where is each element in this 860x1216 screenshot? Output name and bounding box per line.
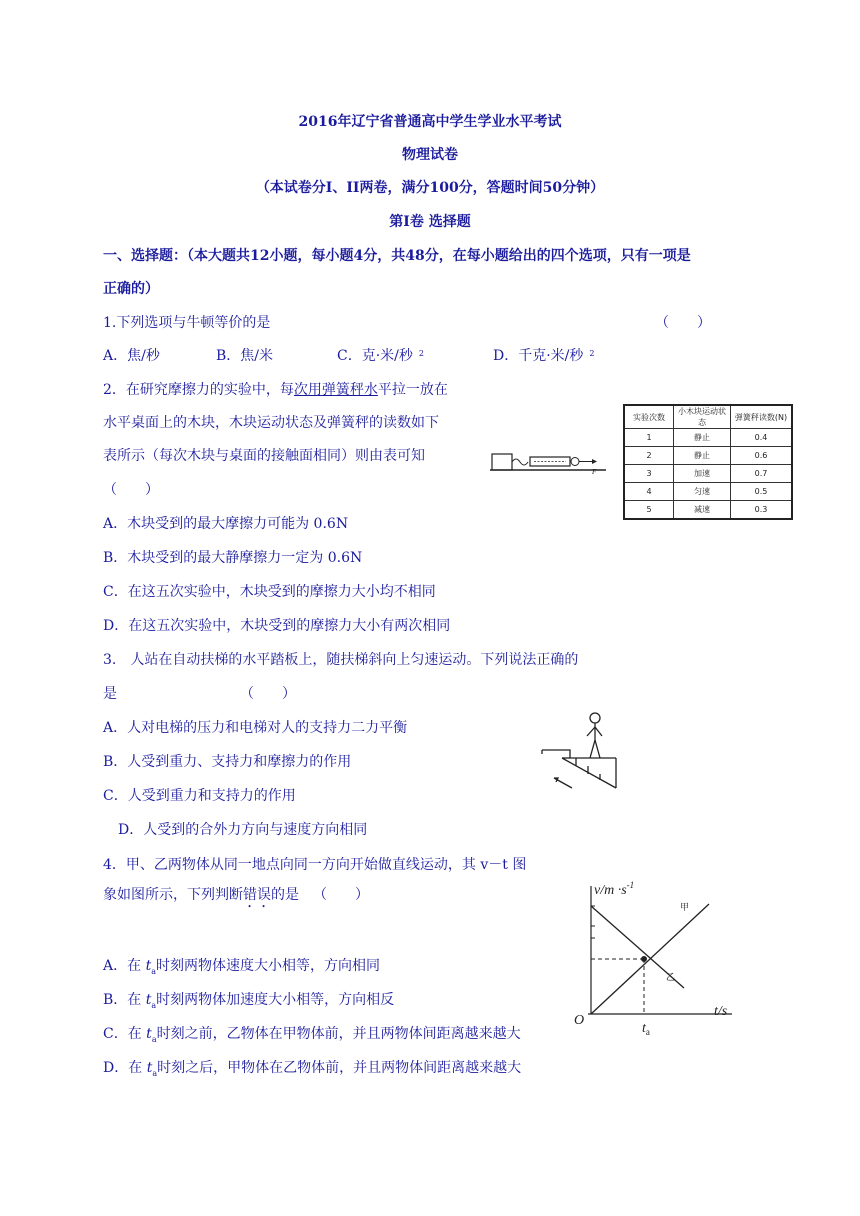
table-cell: 0.5 (731, 483, 793, 501)
q4-option-c: C．在 $t_a$时刻之前，乙物体在甲物体前，并且两物体间距离越来越大 (103, 1026, 521, 1044)
q3-option-b: B．人受到重力、支持力和摩擦力的作用 (103, 754, 352, 770)
part-title: 第I卷 选择题 (389, 214, 471, 230)
table-row (624, 447, 792, 465)
q3-option-d: D．人受到的合外力方向与速度方向相同 (118, 822, 368, 838)
q4-option-b: B．在 $t_a$时刻两物体加速度大小相等，方向相反 (103, 992, 395, 1010)
q1-blank: （ ） (655, 315, 711, 331)
table-cell: 匀速 (674, 483, 731, 501)
table-row (624, 501, 792, 520)
escalator-figure (540, 710, 624, 794)
table-cell: 0.6 (731, 447, 793, 465)
table-cell: 0.4 (731, 429, 793, 447)
q4-stem-line1: 4．甲、乙两物体从同一地点向同一方向开始做直线运动，其 v－t 图 (103, 857, 527, 873)
experiment-table (623, 404, 793, 520)
line-jia-label: 甲 (680, 902, 690, 912)
table-cell: 加速 (674, 465, 731, 483)
table-cell: 3 (624, 465, 674, 483)
line-yi (591, 906, 684, 988)
exam-subject: 物理试卷 (402, 147, 458, 163)
person-head (590, 713, 600, 723)
table-cell: 4 (624, 483, 674, 501)
q3-stem-line2: 是 (103, 686, 117, 702)
q1-option-b: B．焦/米 (216, 348, 274, 364)
spring-scale-figure (488, 446, 608, 476)
section-heading-cont: 正确的） (103, 281, 159, 297)
table-cell: 减速 (674, 501, 731, 520)
line-yi-label: 乙 (666, 972, 676, 982)
q3-option-a: A．人对电梯的压力和电梯对人的支持力二力平衡 (103, 720, 408, 736)
table-cell: 0.3 (731, 501, 793, 520)
exam-note: （本试卷分I、II两卷，满分100分，答题时间50分钟） (255, 180, 605, 196)
exam-title: 2016年辽宁省普通高中学生学业水平考试 (298, 114, 562, 130)
t-a-label: $t_a$ (642, 1021, 650, 1037)
table-cell: 静止 (674, 447, 731, 465)
table-cell: 0.7 (731, 465, 793, 483)
q2-option-a: A．木块受到的最大摩擦力可能为 0.6N (103, 516, 349, 532)
q3-blank: （ ） (240, 686, 296, 702)
q2-stem-line2: 水平桌面上的木块，木块运动状态及弹簧秤的读数如下 (103, 415, 439, 431)
table-cell: 1 (624, 429, 674, 447)
force-arrow (592, 459, 597, 464)
x-axis-label: t/s (714, 1004, 728, 1019)
q1-option-a: A．焦/秒 (103, 348, 160, 364)
q2-stem-line1: 2．在研究摩擦力的实验中，每次用弹簧秤水平拉一放在 (103, 382, 448, 398)
section-heading: 一、选择题：（本大题共12小题，每小题4分，共48分，在每小题给出的四个选项，只有一项是 (103, 248, 691, 264)
escalator-step (542, 750, 616, 758)
intersection-point (642, 957, 647, 962)
table-cell: 2 (624, 447, 674, 465)
table-row (624, 483, 792, 501)
q2-option-c: C．在这五次实验中，木块受到的摩擦力大小均不相同 (103, 584, 436, 600)
table-cell: 静止 (674, 429, 731, 447)
wood-block (492, 454, 512, 470)
y-axis-label: $v/m \cdot s^{-1}$ (594, 880, 635, 898)
table-header-cell: 弹簧秤读数(N) (731, 405, 793, 429)
table-row (624, 465, 792, 483)
escalator-incline (562, 758, 616, 788)
q2-stem-line3: 表所示（每次木块与桌面的接触面相同）则由表可知 (103, 448, 425, 464)
table-header-cell: 小木块运动状态 (674, 405, 731, 429)
table-row (624, 429, 792, 447)
q2-option-b: B．木块受到的最大静摩擦力一定为 0.6N (103, 550, 363, 566)
vt-graph (564, 872, 744, 1042)
q4-stem-line2: 象如图所示，下列判断错误的是 （ ） (103, 887, 369, 903)
q4-option-a: A．在 $t_a$时刻两物体速度大小相等，方向相同 (103, 958, 380, 976)
origin-label: O (574, 1013, 585, 1028)
q1-stem: 1.下列选项与牛顿等价的是 (103, 315, 271, 331)
table-header-row (624, 405, 792, 429)
q2-option-d: D．在这五次实验中，木块受到的摩擦力大小有两次相同 (103, 618, 451, 634)
table-cell: 5 (624, 501, 674, 520)
q1-option-c: C．克·米/秒 $^2$ (337, 348, 424, 364)
q1-option-d: D．千克·米/秒 $^2$ (493, 348, 595, 364)
q4-option-d: D．在 $t_a$时刻之后，甲物体在乙物体前，并且两物体间距离越来越大 (103, 1060, 522, 1078)
force-label: F (592, 468, 597, 476)
q3-stem-line1: 3. 人站在自动扶梯的水平踏板上，随扶梯斜向上匀速运动。下列说法正确的 (103, 652, 579, 668)
hook (512, 459, 528, 465)
table-header-cell: 实验次数 (624, 405, 674, 429)
q3-option-c: C．人受到重力和支持力的作用 (103, 788, 296, 804)
q2-blank: （ ） (103, 482, 159, 498)
